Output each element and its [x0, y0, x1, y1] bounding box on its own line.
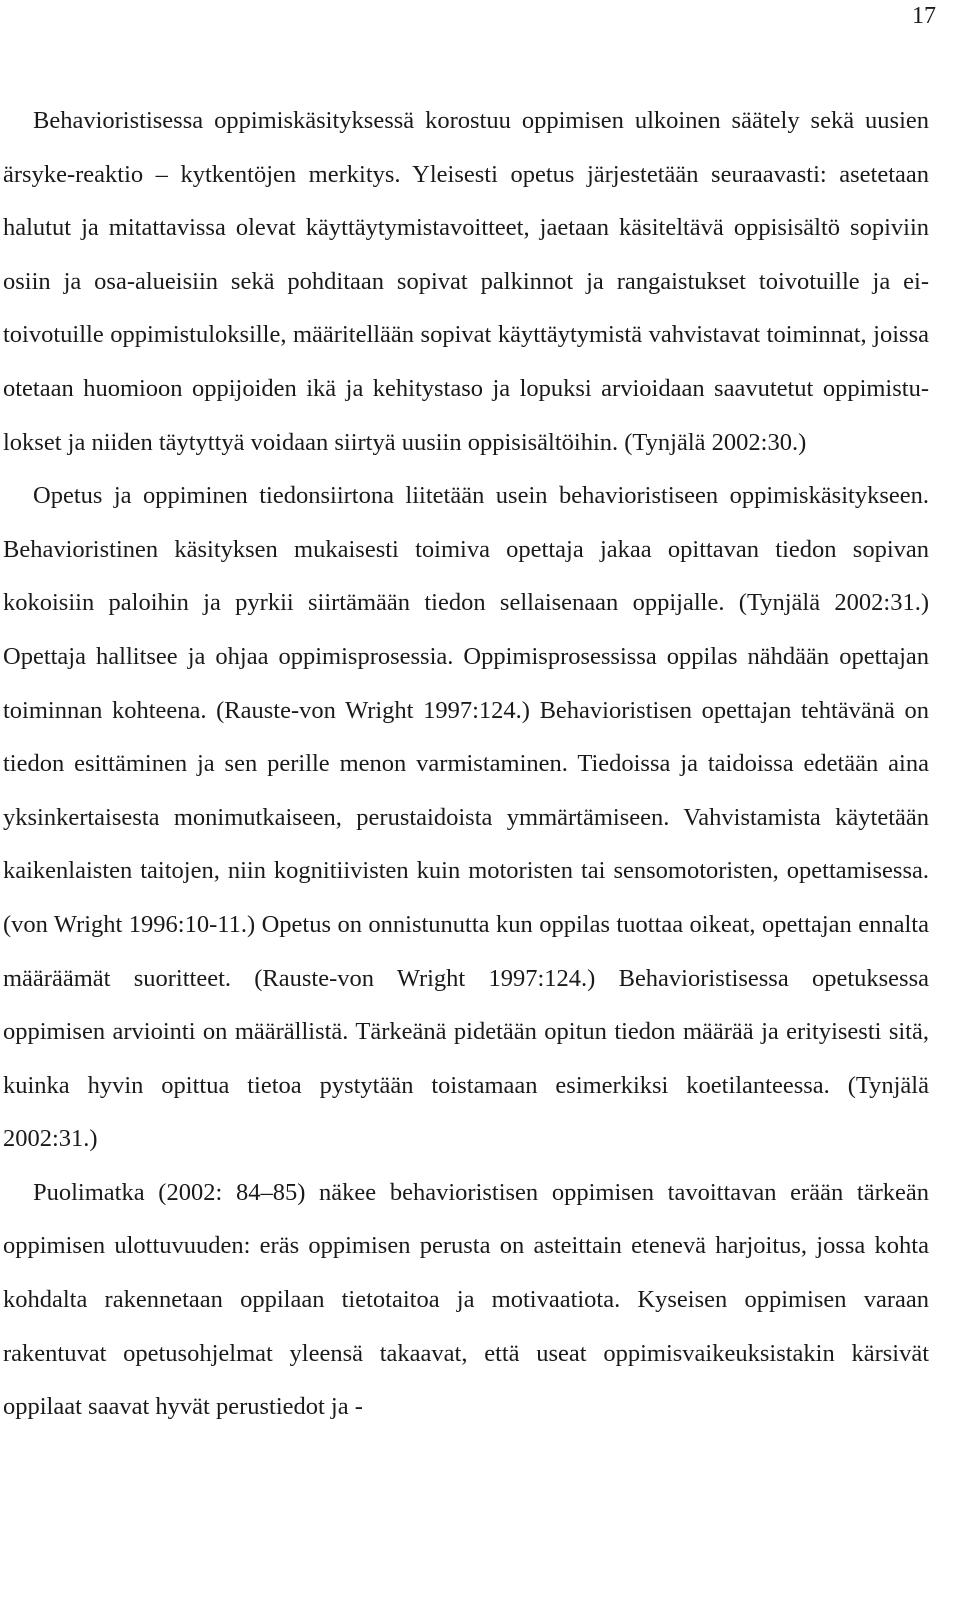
page-number: 17: [912, 3, 936, 29]
paragraph-puolimatka: Puolimatka (2002: 84–85) näkee behavioristisen oppimisen tavoittavan erään tärkeän oppimisen ulottuvuuden: eräs oppimisen perusta on asteittain etenevä harjoitus, jossa kohta kohdalta rakennetaan oppilaan tietotaitoa ja motivaatiota. Kyseisen oppimisen varaan rakentuvat opetusohjelmat yleensä takaavat, että useat oppimisvaikeuksistakin kärsivät oppilaat saavat hyvät perustiedot ja -: [3, 1178, 929, 1421]
paragraph-behaviorism-intro: Behavioristisessa oppimiskäsityksessä korostuu oppimisen ulkoinen säätely sekä uusien ärsyke-reaktio – kytkentöjen merkitys. Yleisesti opetus järjestetään seuraavasti: asetetaan halutut ja mitattavissa olevat käyttäytymistavoitteet, jaetaan käsiteltävä oppisisältö sopiviin osiin ja osa-alueisiin sekä pohditaan sopivat palkinnot ja rangaistukset toivotuille ja ei-toivotuille oppimistuloksille, määritellään sopivat käyttäytymistä vahvistavat toiminnat, joissa otetaan huomioon oppijoiden ikä ja kehitystaso ja lopuksi arvioidaan saavutetut oppimistulokset ja niiden täytyttyä voidaan siirtyä uusiin oppisisältöihin. (Tynjälä 2002:30.): [3, 107, 929, 456]
paragraph-teaching-as-transfer: Opetus ja oppiminen tiedonsiirtona liitetään usein behavioristiseen oppimiskäsitykseen. Behavioristinen käsityksen mukaisesti toimiva opettaja jakaa opittavan tiedon sopivan kokoisiin paloihin ja pyrkii siirtämään tiedon sellaisenaan oppijalle. (Tynjälä 2002:31.) Opettaja hallitsee ja ohjaa oppimisprosessia. Oppimisprosessissa oppilas nähdään opettajan toiminnan kohteena. (Rauste-von Wright 1997:124.) Behavioristisen opettajan tehtävänä on tiedon esittäminen ja sen perille menon varmistaminen. Tiedoissa ja taidoissa edetään aina yksinkertaisesta monimutkaiseen, perustaidoista ymmärtämiseen. Vahvistamista käytetään kaikenlaisten taitojen, niin kognitiivisten kuin motoristen tai sensomotoristen, opettamisessa. (von Wright 1996:10-11.) Opetus on onnistunutta kun oppilas tuottaa oikeat, opettajan ennalta määräämät suoritteet. (Rauste-von Wright 1997:124.) Behavioristisessa opetuksessa oppimisen arviointi on määrällistä. Tärkeänä pidetään opitun tiedon määrää ja erityisesti sitä, kuinka hyvin opittua tietoa pystytään toistamaan esimerkiksi koetilanteessa. (Tynjälä 2002:31.): [3, 482, 929, 1153]
document-body: [3, 94, 929, 1434]
